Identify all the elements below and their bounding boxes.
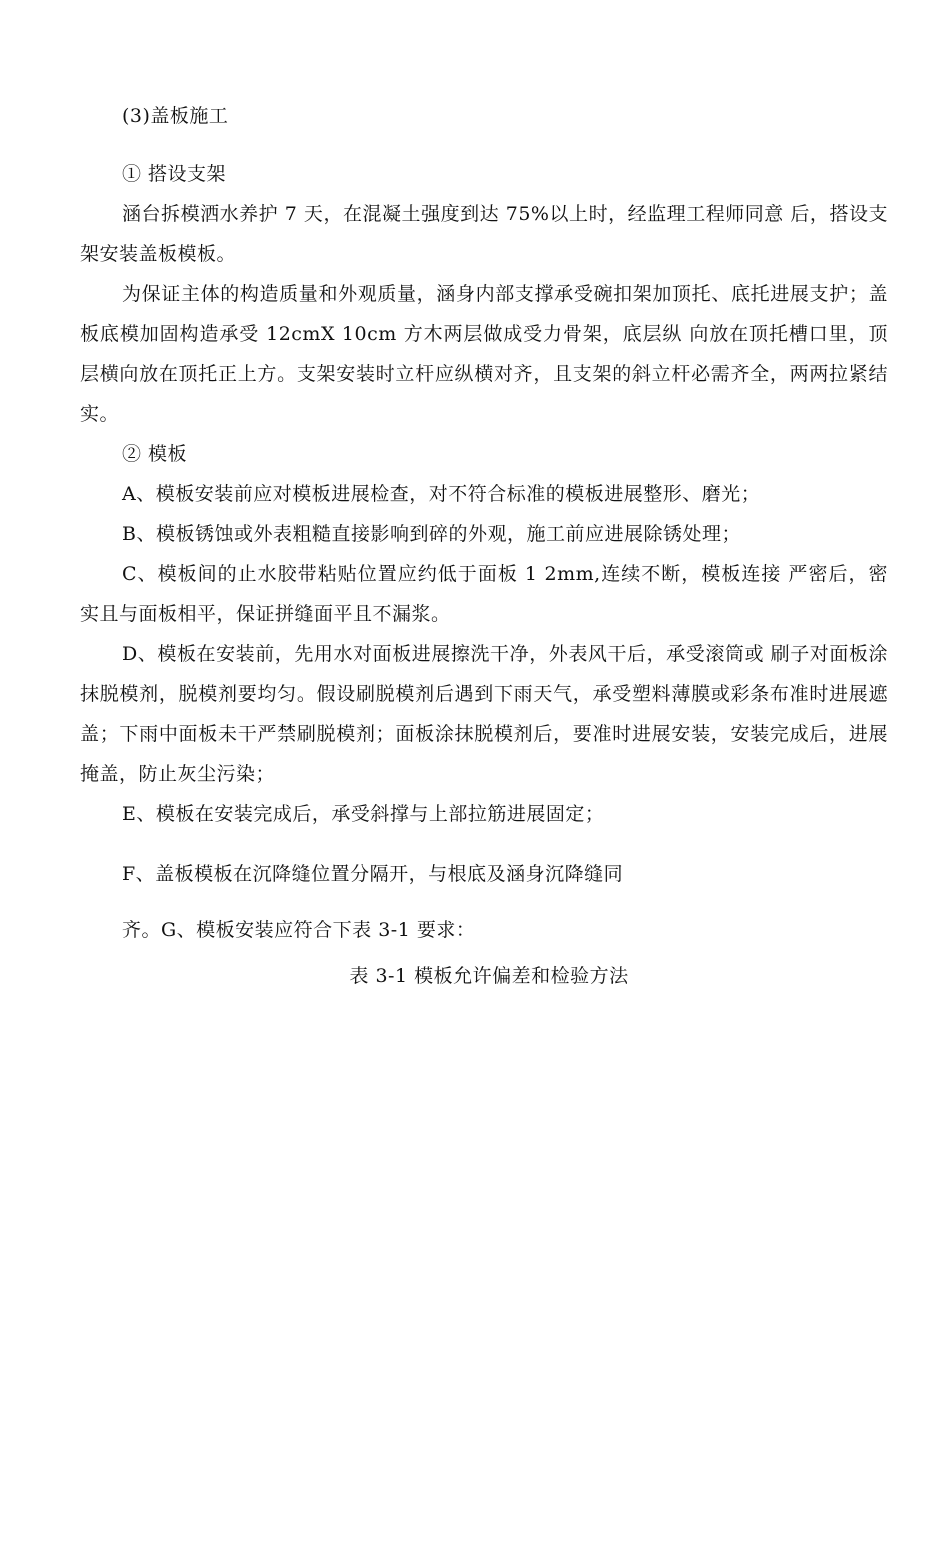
list-item-g: 齐。G、模板安装应符合下表 3-1 要求：: [122, 919, 476, 941]
paragraph-support-structure: 为保证主体的构造质量和外观质量，涵身内部支撑承受碗扣架加顶托、底托进展支护；盖板底模加固构造承受 12cmX 10cm 方木两层做成受力骨架，底层纵 向放在顶托槽口里，顶层横向放在顶托正上方。支架安装时立杆应纵横对齐，且支架的斜立杆必需齐全，两两拉紧结实。: [80, 283, 888, 425]
list-item-b: B、模板锈蚀或外表粗糙直接影响到碎的外观，施工前应进展除锈处理；: [122, 523, 741, 545]
list-item-f: F、盖板模板在沉降缝位置分隔开，与根底及涵身沉降缝同: [122, 863, 624, 885]
list-item-e: E、模板在安装完成后，承受斜撑与上部拉筋进展固定；: [122, 803, 605, 825]
paragraph-curing: 涵台拆模洒水养护 7 天，在混凝土强度到达 75%以上时，经监理工程师同意 后，搭设支架安装盖板模板。: [80, 203, 888, 265]
subsection-heading-formwork: ② 模板: [122, 443, 188, 465]
list-item-a: A、模板安装前应对模板进展检查，对不符合标准的模板进展整形、磨光；: [122, 483, 761, 505]
list-item-d: D、模板在安装前，先用水对面板进展擦洗干净，外表风干后，承受滚筒或 刷子对面板涂抹脱模剂，脱模剂要均匀。假设刷脱模剂后遇到下雨天气，承受塑料薄膜或彩条布准时进展遮盖；下雨中面板未干严禁刷脱模剂；面板涂抹脱模剂后，要准时进展安装，安装完成后，进展掩盖，防止灰尘污染；: [80, 643, 888, 785]
table-caption: 表 3-1 模板允许偏差和检验方法: [349, 965, 629, 987]
list-item-c: C、模板间的止水胶带粘贴位置应约低于面板 1 2mm,连续不断，模板连接 严密后，密实且与面板相平，保证拼缝面平且不漏浆。: [80, 563, 888, 625]
section-heading: (3)盖板施工: [122, 105, 229, 127]
document-body: [80, 96, 888, 996]
subsection-heading-support: ① 搭设支架: [122, 163, 227, 185]
